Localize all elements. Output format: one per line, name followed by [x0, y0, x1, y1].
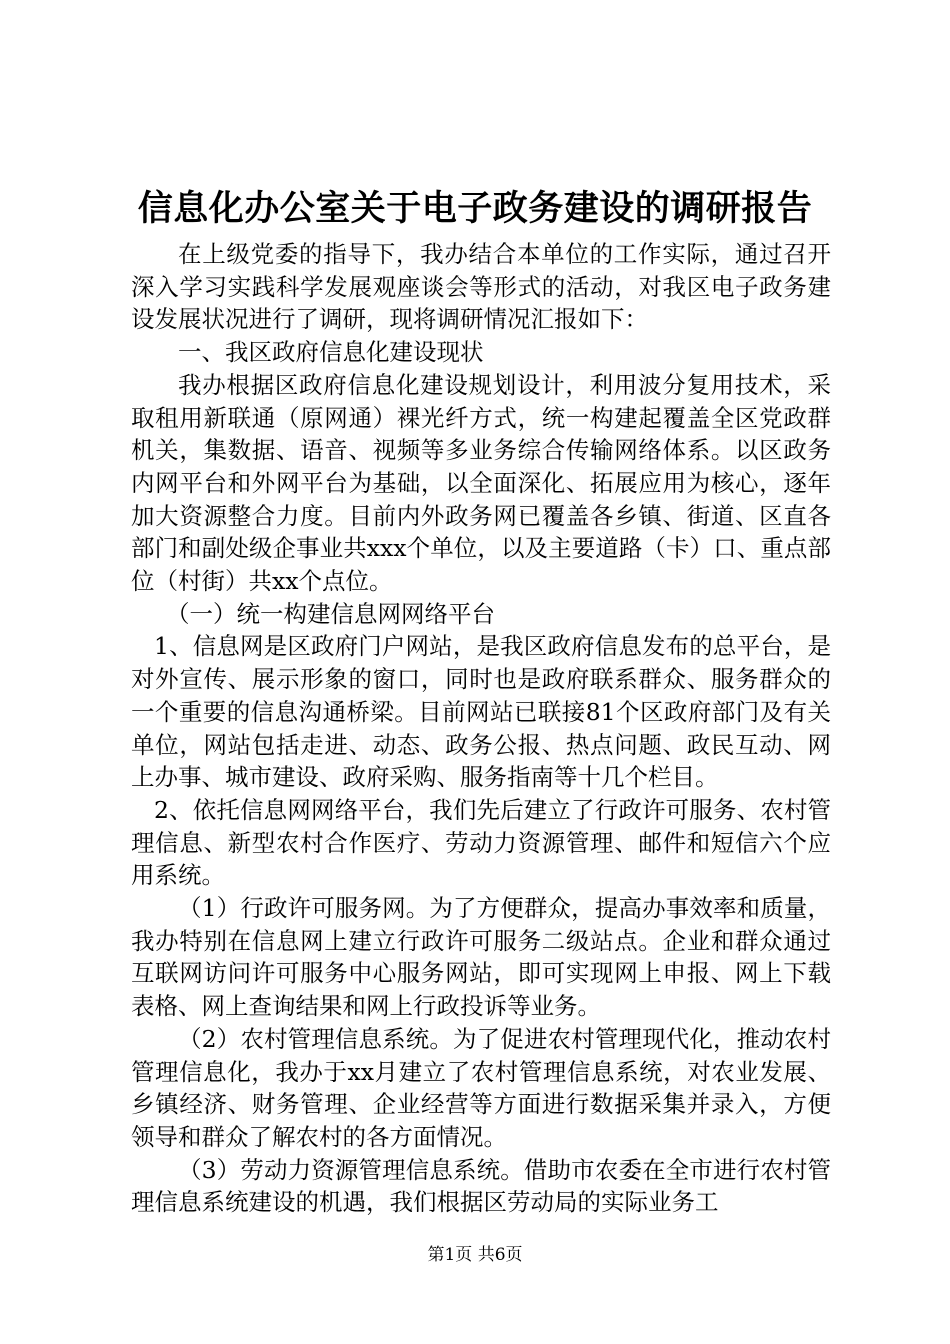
intro-paragraph: 在上级党委的指导下，我办结合本单位的工作实际，通过召开深入学习实践科学发展观座谈会等形式的活动，对我区电子政务建设发展状况进行了调研，现将调研情况汇报如下：: [131, 240, 831, 334]
body-paragraph: （2）农村管理信息系统。为了促进农村管理现代化，推动农村管理信息化，我办于xx月建立了农村管理信息系统，对农业发展、乡镇经济、财务管理、企业经营等方面进行数据采集并录入，方便领导和群众了解农村的各方面情况。: [131, 1024, 831, 1151]
section-heading-1: 一、我区政府信息化建设现状: [178, 338, 484, 367]
subsection-heading-1: （一）统一构建信息网网络平台: [166, 599, 495, 628]
body-paragraph: 我办根据区政府信息化建设规划设计，利用波分复用技术，采取租用新联通（原网通）裸光纤方式，统一构建起覆盖全区党政群机关，集数据、语音、视频等多业务综合传输网络体系。以区政务内网平台和外网平台为基础，以全面深化、拓展应用为核心，逐年加大资源整合力度。目前内外政务网已覆盖各乡镇、街道、区直各部门和副处级企事业共xxx个单位，以及主要道路（卡）口、重点部位（村街）共xx个点位。: [131, 370, 831, 596]
document-body: [131, 238, 831, 1219]
body-paragraph: （1）行政许可服务网。为了方便群众，提高办事效率和质量，我办特别在信息网上建立行政许可服务二级站点。企业和群众通过互联网访问许可服务中心服务网站，即可实现网上申报、网上下载表格、网上查询结果和网上行政投诉等业务。: [131, 894, 831, 1021]
document-title: 信息化办公室关于电子政务建设的调研报告: [137, 188, 813, 229]
body-paragraph: 1、信息网是区政府门户网站，是我区政府信息发布的总平台，是对外宣传、展示形象的窗口，同时也是政府联系群众、服务群众的一个重要的信息沟通桥梁。目前网站已联接81个区政府部门及有关单位，网站包括走进、动态、政务公报、热点问题、政民互动、网上办事、城市建设、政府采购、服务指南等十几个栏目。: [131, 632, 831, 792]
body-paragraph: （3）劳动力资源管理信息系统。借助市农委在全市进行农村管理信息系统建设的机遇，我们根据区劳动局的实际业务工: [131, 1155, 831, 1217]
body-paragraph: 2、依托信息网网络平台，我们先后建立了行政许可服务、农村管理信息、新型农村合作医疗、劳动力资源管理、邮件和短信六个应用系统。: [131, 795, 831, 890]
page-footer: 第1页 共6页: [427, 1245, 523, 1265]
